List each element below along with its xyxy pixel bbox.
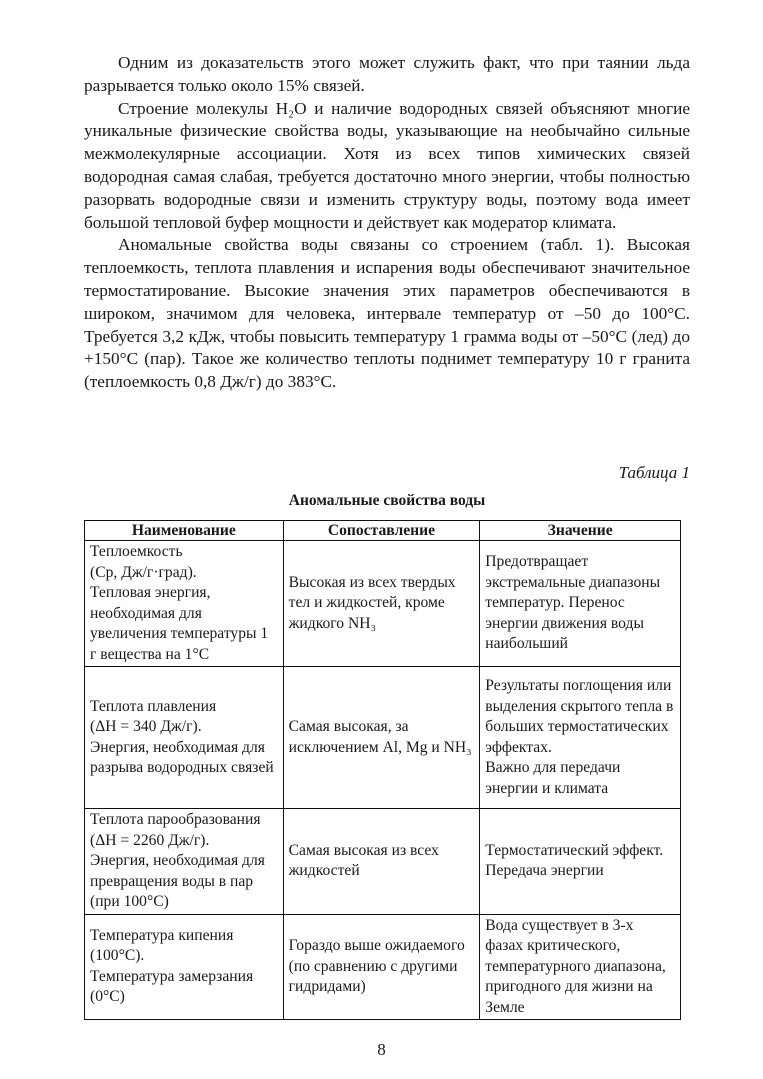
cell-name: Теплота парообразования (ΔH = 2260 Дж/г). Энергия, необходимая для превращения воды в пар (при 100°C) [85,809,284,915]
cell-comparison: Самая высокая из всех жидкостей [283,809,480,915]
header-significance: Значение [480,521,681,541]
header-name: Наименование [85,521,284,541]
cell-name: Теплота плавления (ΔH = 340 Дж/г). Энергия, необходимая для разрыва водородных связей [85,667,284,809]
cell-name: Температура кипения (100°C). Температура замерзания (0°C) [85,914,284,1020]
table-row [85,667,681,809]
paragraph-1: Одним из доказательств этого может служить факт, что при таянии льда разрывается только около 15% связей. [84,53,690,95]
cell-significance: Вода существует в 3-х фазах критического, температурного диапазона, пригодного для жизни на Земле [480,914,681,1020]
header-comparison: Сопоставление [283,521,480,541]
table-row [85,914,681,1020]
paragraph-3: Аномальные свойства воды связаны со строением (табл. 1). Высокая теплоемкость, теплота плавления и испарения воды обеспечивают значительное термостатирование. Высокие значения этих параметров обеспечиваются в широком, значимом для человека, интервале температур от –50 до 100°C. Требуется 3,2 кДж, чтобы повысить температуру 1 грамма воды от –50°C (лед) до +150°C (пар). Такое же количество теплоты поднимет температуру 10 г гранита (теплоемкость 0,8 Дж/г) до 383°C. [84,235,690,392]
table-header-row [85,521,681,541]
cell-comparison: Гораздо выше ожидаемого (по сравнению с другими гидридами) [283,914,480,1020]
properties-table [84,520,681,1020]
body-text [84,52,690,394]
cell-comparison: Самая высокая, за исключением Al, Mg и NH₃ [283,667,480,809]
cell-comparison: Высокая из всех твердых тел и жидкостей, кроме жидкого NH₃ [283,541,480,667]
table-row [85,809,681,915]
cell-significance: Термостатический эффект. Передача энергии [480,809,681,915]
table-title: Аномальные свойства воды [288,492,486,509]
cell-significance: Результаты поглощения или выделения скрытого тепла в больших термостатических эффектах. Важно для передачи энергии и климата [480,667,681,809]
cell-significance: Предотвращает экстремальные диапазоны температур. Перенос энергии движения воды наибольший [480,541,681,667]
page-number: 8 [377,1040,386,1059]
table-row [85,541,681,667]
table-label: Таблица 1 [618,463,690,482]
paragraph-2: Строение молекулы H₂O и наличие водородных связей объясняют многие уникальные физические свойства воды, указывающие на необычайно сильные межмолекулярные ассоциации. Хотя из всех типов химических связей водородная самая слабая, требуется достаточно много энергии, чтобы полностью разорвать водородные связи и изменить структуру воды, поэтому вода имеет большой тепловой буфер мощности и действует как модератор климата. [84,98,690,232]
cell-name: Теплоемкость (Cp, Дж/г·град). Тепловая энергия, необходимая для увеличения температуры 1 г вещества на 1°C [85,541,284,667]
